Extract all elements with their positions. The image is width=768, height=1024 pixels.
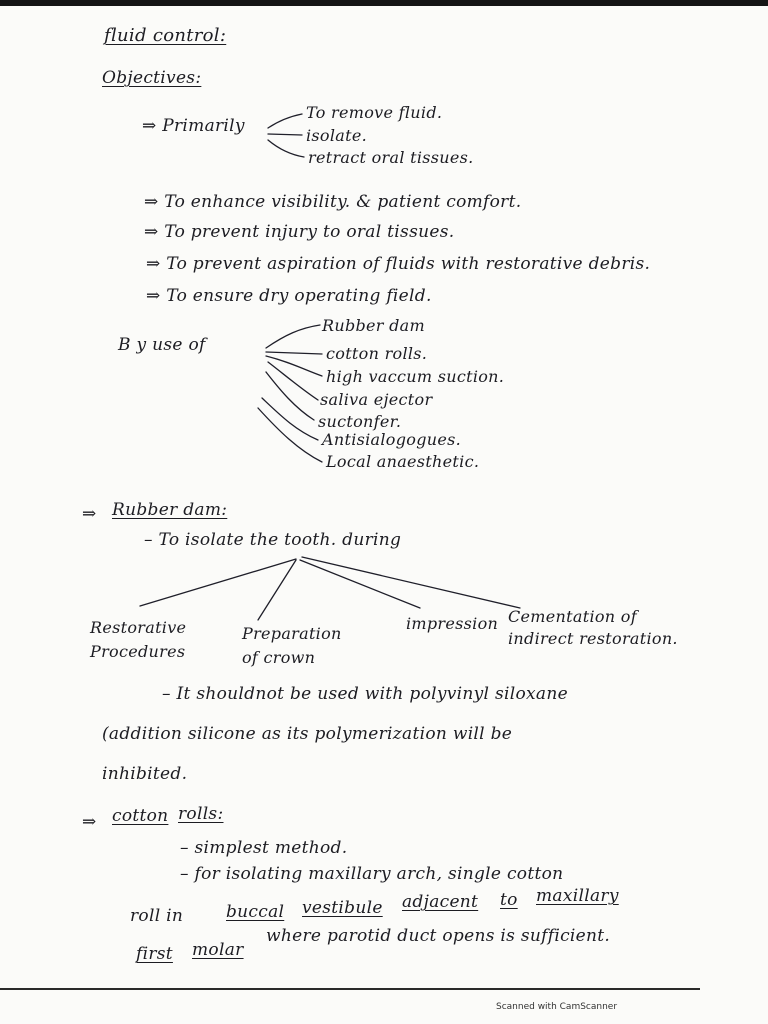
branch-cementation: Cementation of indirect restoration. — [508, 607, 678, 648]
objective-point-2: ⇒ To prevent injury to oral tissues. — [144, 222, 455, 242]
objective-point-1: ⇒ To enhance visibility. & patient comfort. — [144, 192, 522, 212]
use-branch-line-2 — [266, 352, 322, 354]
cotton-rolls-line-3-part-2: buccal — [226, 902, 285, 922]
rubber-dam-line-1: – To isolate the tooth. during — [144, 530, 402, 550]
page-bottom-edge — [0, 988, 700, 990]
rubber-dam-note-line-3: inhibited. — [102, 764, 188, 784]
objective-point-3: ⇒ To prevent aspiration of fluids with restorative debris. — [146, 254, 651, 274]
objectives-heading: Objectives: — [102, 68, 202, 88]
primary-branch-line-1 — [268, 114, 302, 128]
use-item-6: Antisialogogues. — [322, 430, 462, 449]
primary-item-3: retract oral tissues. — [308, 148, 474, 167]
cotton-rolls-line-4-part-3: where parotid duct opens is sufficient. — [266, 926, 611, 946]
page-title: fluid control: — [104, 25, 227, 46]
cotton-rolls-heading-word-2: rolls: — [178, 804, 224, 824]
cotton-rolls-heading-word-1: cotton — [112, 806, 169, 826]
cotton-rolls-arrow: ⇒ — [82, 812, 97, 832]
objective-point-4: ⇒ To ensure dry operating field. — [146, 286, 432, 306]
cotton-rolls-line-4-part-1: first — [136, 944, 173, 964]
scanner-watermark: Scanned with CamScanner — [496, 1002, 618, 1012]
rubber-dam-heading: Rubber dam: — [112, 500, 228, 520]
use-item-4: saliva ejector — [320, 390, 433, 409]
rubber-dam-branch-line-3 — [300, 560, 420, 608]
use-item-3: high vaccum suction. — [326, 367, 505, 386]
use-branch-line-6 — [262, 398, 318, 440]
use-item-7: Local anaesthetic. — [326, 452, 480, 471]
primary-item-2: isolate. — [306, 126, 368, 145]
use-item-2: cotton rolls. — [326, 344, 428, 363]
use-branch-line-3 — [266, 356, 322, 376]
primary-branch-line-3 — [268, 140, 304, 157]
rubber-dam-note-line-1: – It shouldnot be used with polyvinyl siloxane — [162, 684, 568, 704]
primary-item-1: To remove fluid. — [306, 103, 443, 122]
primary-branch-line-2 — [268, 134, 302, 135]
branch-restorative-procedures: Restorative Procedures — [90, 618, 187, 661]
branch-impression: impression — [406, 614, 499, 633]
rubber-dam-note-line-2: (addition silicone as its polymerization will be — [102, 724, 513, 744]
cotton-rolls-line-3-part-4: adjacent — [402, 892, 479, 912]
use-item-1: Rubber dam — [322, 316, 425, 335]
rubber-dam-arrow: ⇒ — [82, 504, 97, 524]
cotton-rolls-line-2: – for isolating maxillary arch, single cotton — [180, 864, 564, 884]
cotton-rolls-line-1: – simplest method. — [180, 838, 348, 858]
branch-preparation-of-crown: Preparation of crown — [242, 624, 342, 667]
rubber-dam-branch-line-4 — [302, 557, 520, 608]
rubber-dam-branch-line-1 — [140, 559, 296, 606]
cotton-rolls-line-3-part-3: vestibule — [302, 898, 383, 918]
by-use-of-label: B y use of — [118, 335, 206, 355]
cotton-rolls-line-4-part-2: molar — [192, 940, 244, 960]
use-branch-line-7 — [258, 408, 322, 462]
primarily-label: ⇒ Primarily — [142, 116, 245, 136]
use-branch-line-4 — [268, 362, 318, 400]
cotton-rolls-line-3-part-6: maxillary — [536, 886, 619, 906]
cotton-rolls-line-3-part-1: roll in — [130, 906, 184, 926]
use-branch-line-1 — [266, 325, 320, 348]
use-item-5: suctonfer. — [318, 412, 402, 431]
cotton-rolls-line-3-part-5: to — [500, 890, 518, 910]
